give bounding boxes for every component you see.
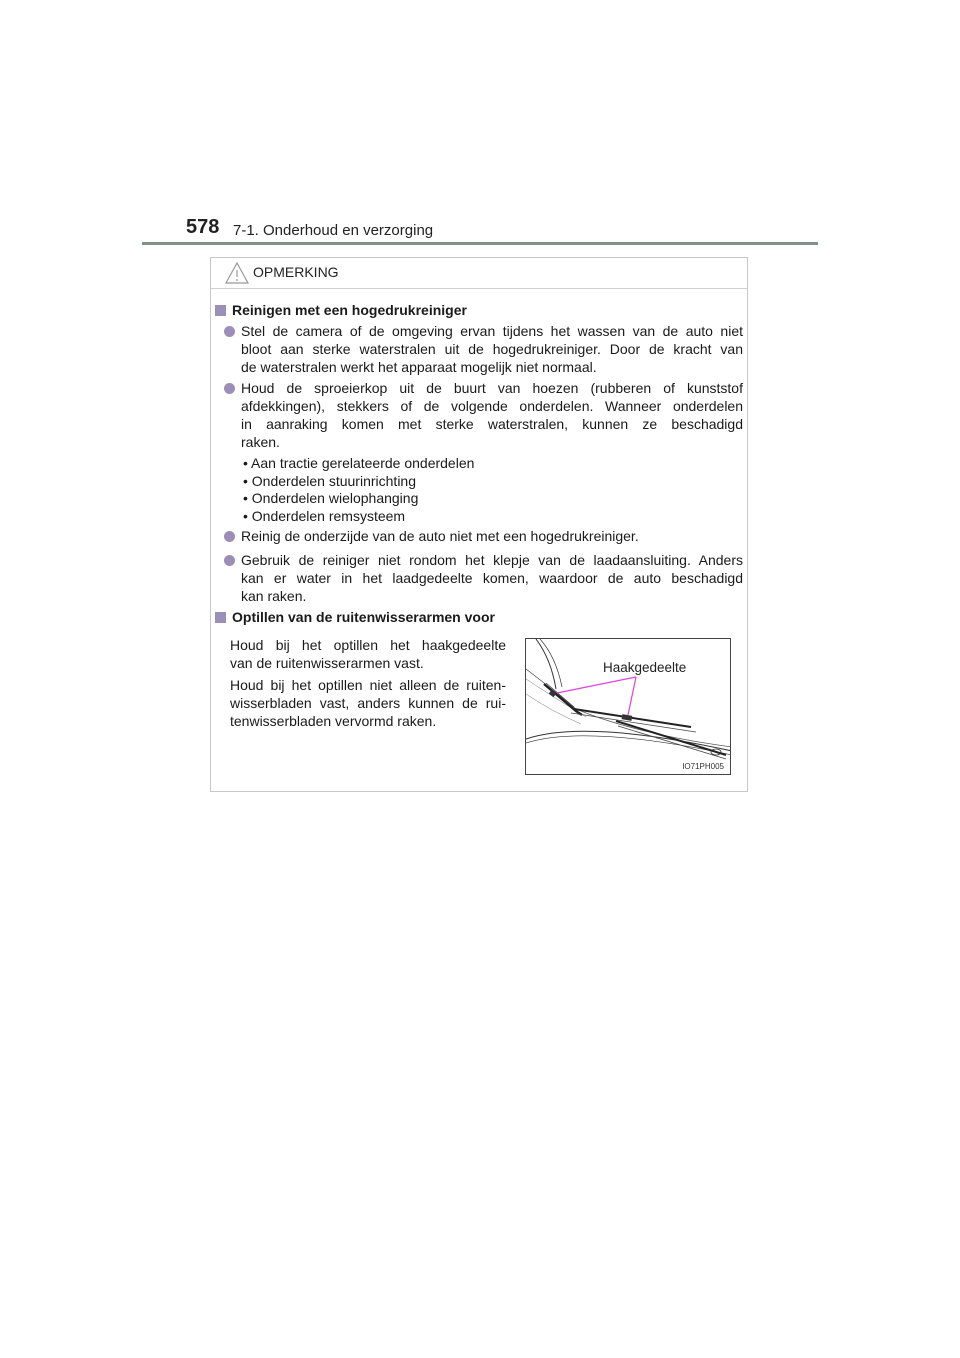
figure-code: IO71PH005 [682, 762, 724, 771]
section-title: 7-1. Onderhoud en verzorging [233, 222, 434, 239]
paragraph [230, 676, 506, 730]
text-line: Houd bij het optillen het haakgedeelte [230, 637, 506, 653]
notice-title: OPMERKING [253, 264, 339, 280]
section-heading: Reinigen met een hogedrukreiniger [232, 302, 467, 318]
bullet-dot-icon [224, 531, 235, 542]
text-line: raken. [241, 434, 280, 450]
text-line: afdekkingen), stekkers of de volgende onderdelen. Wanneer onderdelen [241, 398, 743, 414]
bullet-dot-icon [224, 555, 235, 566]
list-item: • Onderdelen wielophanging [243, 490, 419, 506]
text-line: kan raken. [241, 588, 307, 604]
text-line: Houd de sproeierkop uit de buurt van hoezen (rubberen of kunststof [241, 380, 743, 396]
text-line: tenwisserbladen vervormd raken. [230, 713, 437, 729]
notice-box [210, 257, 748, 792]
text-line: Reinig de onderzijde van de auto niet met een hogedrukreiniger. [241, 528, 639, 544]
bullet-text [241, 322, 743, 376]
section-heading: Optillen van de ruitenwisserarmen voor [232, 609, 495, 625]
sub-list [243, 455, 474, 525]
page-number: 578 [186, 216, 220, 238]
bullet-text [241, 527, 743, 545]
list-item: • Onderdelen stuurinrichting [243, 472, 416, 489]
section-square-icon [215, 305, 226, 316]
text-line: kan er water in het laadgedeelte komen, waardoor de auto beschadigd [241, 570, 743, 586]
text-line: de waterstralen werkt het apparaat mogelijk niet normaal. [241, 359, 597, 375]
text-line: Houd bij het optillen niet alleen de ruiten- [230, 677, 506, 693]
text-line: Gebruik de reiniger niet rondom het klepje van de laadaansluiting. Anders [241, 552, 743, 568]
bullet-text [241, 379, 743, 451]
header-rule [142, 242, 818, 245]
bullet-dot-icon [224, 326, 235, 337]
text-line: Stel de camera of de omgeving ervan tijdens het wassen van de auto niet [241, 323, 743, 339]
list-item: • Onderdelen remsysteem [243, 507, 406, 524]
wiper-illustration [525, 638, 731, 775]
list-item: • Aan tractie gerelateerde onderdelen [243, 455, 475, 471]
figure-label: Haakgedeelte [603, 660, 687, 675]
text-line: wisserbladen vast, anders kunnen de rui- [230, 695, 506, 711]
bullet-text [241, 551, 743, 605]
text-line: van de ruitenwisserarmen vast. [230, 655, 424, 671]
bullet-dot-icon [224, 383, 235, 394]
section-square-icon [215, 612, 226, 623]
warning-icon [224, 261, 250, 290]
text-line: bloot aan sterke waterstralen uit de hogedrukreiniger. Door de kracht van [241, 341, 743, 357]
text-line: in aanraking komen met sterke waterstralen, kunnen ze beschadigd [241, 416, 743, 432]
notice-header [211, 258, 747, 289]
paragraph [230, 636, 506, 672]
